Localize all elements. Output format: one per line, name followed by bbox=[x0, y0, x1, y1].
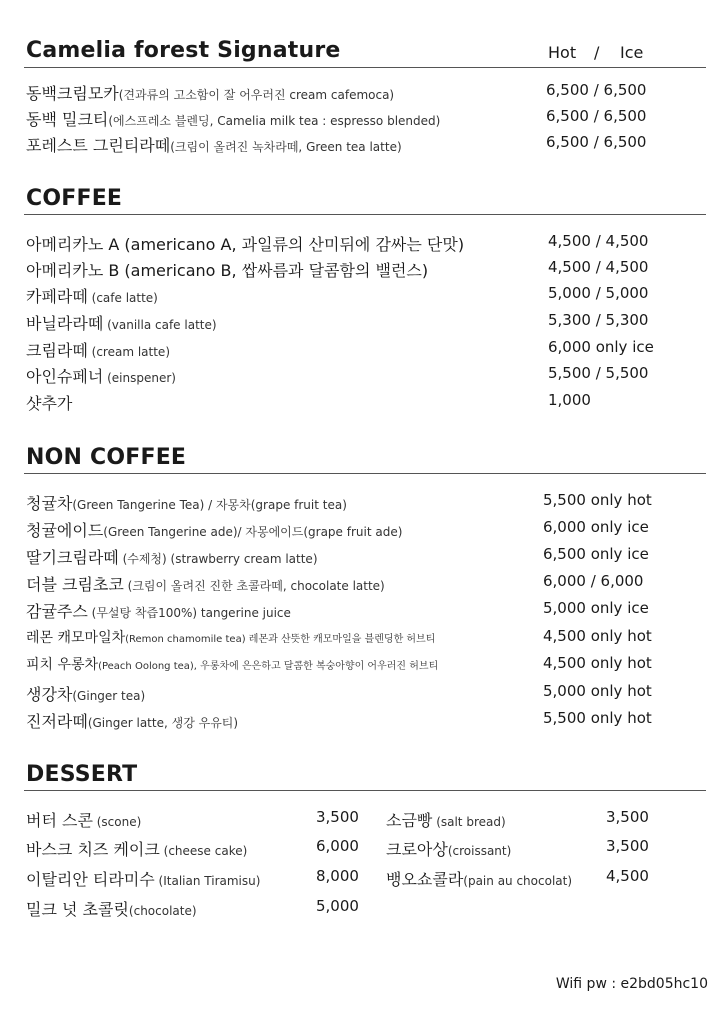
item-detail: (Green Tangerine ade)/ 자몽에이드(grape fruit ade) bbox=[103, 525, 403, 539]
item-detail: (크림이 올려진 녹차라떼, Green tea latte) bbox=[170, 140, 402, 154]
dessert-rule bbox=[24, 790, 706, 791]
item-name: 버터 스콘 bbox=[26, 811, 93, 830]
item-name: 이탈리안 티라미수 bbox=[26, 870, 155, 889]
item-name: 피치 우롱차 bbox=[26, 657, 99, 673]
item-name: 청귤차 bbox=[26, 494, 73, 513]
menu-item bbox=[26, 682, 145, 705]
item-price: 6,000 bbox=[316, 837, 359, 855]
menu-item bbox=[26, 627, 435, 647]
signature-title: Camelia forest Signature bbox=[26, 38, 341, 63]
item-detail: (cafe latte) bbox=[87, 291, 158, 305]
item-name: 동백 밀크티 bbox=[26, 110, 109, 129]
item-name: 밀크 넛 초콜릿 bbox=[26, 900, 129, 919]
item-name: 아인슈페너 bbox=[26, 367, 104, 386]
coffee-rule bbox=[24, 214, 706, 215]
item-name: 크림라떼 bbox=[26, 341, 88, 360]
item-detail: (Peach Oolong tea), 우롱차에 은은하고 달콤한 복숭아향이 어우러진 허브티 bbox=[98, 661, 439, 672]
item-price: 5,000 / 5,000 bbox=[548, 284, 649, 302]
item-detail: (수제청) (strawberry cream latte) bbox=[118, 552, 318, 566]
item-detail: (croissant) bbox=[447, 844, 512, 858]
item-name: 바닐라라떼 bbox=[26, 314, 104, 333]
noncoffee-title: NON COFFEE bbox=[26, 445, 187, 470]
menu-item: 아메리카노 A (americano A, 과일류의 산미뒤에 감싸는 단맛) bbox=[26, 235, 465, 254]
menu-item bbox=[26, 364, 176, 387]
item-price: 1,000 bbox=[548, 391, 591, 409]
noncoffee-rule bbox=[24, 473, 706, 474]
menu-item bbox=[386, 867, 572, 890]
menu-item bbox=[26, 572, 385, 595]
menu-item bbox=[26, 837, 247, 860]
menu-item bbox=[386, 808, 506, 831]
item-price: 4,500 bbox=[606, 867, 649, 885]
item-price: 8,000 bbox=[316, 867, 359, 885]
item-name: 카페라떼 bbox=[26, 287, 88, 306]
menu-item bbox=[26, 867, 260, 890]
menu-item: 샷추가 bbox=[26, 394, 73, 413]
item-name: 뱅오쇼콜라 bbox=[386, 870, 464, 889]
item-price: 5,500 / 5,500 bbox=[548, 364, 649, 382]
item-name: 소금빵 bbox=[386, 811, 433, 830]
item-detail: (Ginger latte, 생강 우유티) bbox=[87, 716, 239, 730]
item-detail: (에스프레소 블렌딩, Camelia milk tea : espresso blended) bbox=[108, 114, 441, 128]
menu-item: 아메리카노 B (americano B, 쌉싸름과 달콤함의 밸런스) bbox=[26, 261, 429, 280]
item-price: 4,500 only hot bbox=[543, 654, 652, 672]
item-price: 6,000 only ice bbox=[548, 338, 654, 356]
header-hot: Hot bbox=[548, 43, 577, 62]
item-name: 딸기크림라떼 bbox=[26, 548, 119, 567]
item-detail: (무설탕 착즙100%) tangerine juice bbox=[87, 606, 291, 620]
item-detail: (크림이 올려진 진한 초콜라떼, chocolate latte) bbox=[123, 579, 385, 593]
menu-item bbox=[386, 837, 511, 860]
item-price: 4,500 / 4,500 bbox=[548, 232, 649, 250]
item-detail: (Italian Tiramisu) bbox=[154, 874, 261, 888]
signature-rule bbox=[24, 67, 706, 68]
coffee-title: COFFEE bbox=[26, 186, 123, 211]
menu-item bbox=[26, 709, 238, 732]
item-name: 동백크림모카 bbox=[26, 84, 119, 103]
item-detail: (einspener) bbox=[103, 371, 176, 385]
item-name: 생강차 bbox=[26, 685, 73, 704]
item-detail: (견과류의 고소함이 잘 어우러진 cream cafemoca) bbox=[118, 88, 395, 102]
item-name: 바스크 치즈 케이크 bbox=[26, 840, 160, 859]
menu-item bbox=[26, 518, 402, 541]
item-price: 5,000 bbox=[316, 897, 359, 915]
menu-item bbox=[26, 654, 438, 674]
menu-item bbox=[26, 107, 440, 130]
item-price: 3,500 bbox=[316, 808, 359, 826]
header-slash: / bbox=[594, 43, 600, 62]
menu-item bbox=[26, 338, 170, 361]
item-price: 6,500 / 6,500 bbox=[546, 133, 647, 151]
header-ice: Ice bbox=[620, 43, 644, 62]
menu-item bbox=[26, 808, 141, 831]
item-price: 4,500 only hot bbox=[543, 627, 652, 645]
menu-item bbox=[26, 897, 197, 920]
item-price: 6,000 / 6,000 bbox=[543, 572, 644, 590]
item-price: 3,500 bbox=[606, 808, 649, 826]
item-name: 레몬 캐모마일차 bbox=[26, 630, 126, 646]
menu-item bbox=[26, 284, 158, 307]
item-price: 6,500 / 6,500 bbox=[546, 107, 647, 125]
item-detail: (cheese cake) bbox=[159, 844, 248, 858]
menu-item bbox=[26, 81, 394, 104]
item-price: 4,500 / 4,500 bbox=[548, 258, 649, 276]
item-detail: (Green Tangerine Tea) / 자몽차(grape fruit tea) bbox=[72, 498, 347, 512]
item-price: 5,500 only hot bbox=[543, 709, 652, 727]
item-detail: (scone) bbox=[92, 815, 142, 829]
item-detail: (chocolate) bbox=[128, 904, 197, 918]
item-price: 3,500 bbox=[606, 837, 649, 855]
item-price: 5,000 only ice bbox=[543, 599, 649, 617]
item-name: 크로아상 bbox=[386, 840, 448, 859]
menu-item bbox=[26, 599, 291, 622]
item-price: 6,500 only ice bbox=[543, 545, 649, 563]
item-name: 청귤에이드 bbox=[26, 521, 104, 540]
item-name: 감귤주스 bbox=[26, 602, 88, 621]
menu-item bbox=[26, 133, 402, 156]
menu-item bbox=[26, 545, 318, 568]
dessert-title: DESSERT bbox=[26, 762, 138, 787]
menu-item bbox=[26, 311, 217, 334]
item-detail: (Remon chamomile tea) 레몬과 산뜻한 캐모마일을 블렌딩한 허브티 bbox=[125, 634, 436, 645]
item-detail: (cream latte) bbox=[87, 345, 170, 359]
item-price: 5,000 only hot bbox=[543, 682, 652, 700]
item-name: 포레스트 그린티라떼 bbox=[26, 136, 171, 155]
item-detail: (vanilla cafe latte) bbox=[103, 318, 217, 332]
item-name: 더블 크림초코 bbox=[26, 575, 124, 594]
item-price: 5,500 only hot bbox=[543, 491, 652, 509]
item-detail: (Ginger tea) bbox=[72, 689, 146, 703]
item-name: 진저라떼 bbox=[26, 712, 88, 731]
menu-item bbox=[26, 491, 347, 514]
item-price: 6,500 / 6,500 bbox=[546, 81, 647, 99]
wifi-password: Wifi pw : e2bd05hc10 bbox=[555, 976, 708, 992]
item-price: 5,300 / 5,300 bbox=[548, 311, 649, 329]
item-detail: (salt bread) bbox=[432, 815, 506, 829]
item-detail: (pain au chocolat) bbox=[463, 874, 573, 888]
item-price: 6,000 only ice bbox=[543, 518, 649, 536]
